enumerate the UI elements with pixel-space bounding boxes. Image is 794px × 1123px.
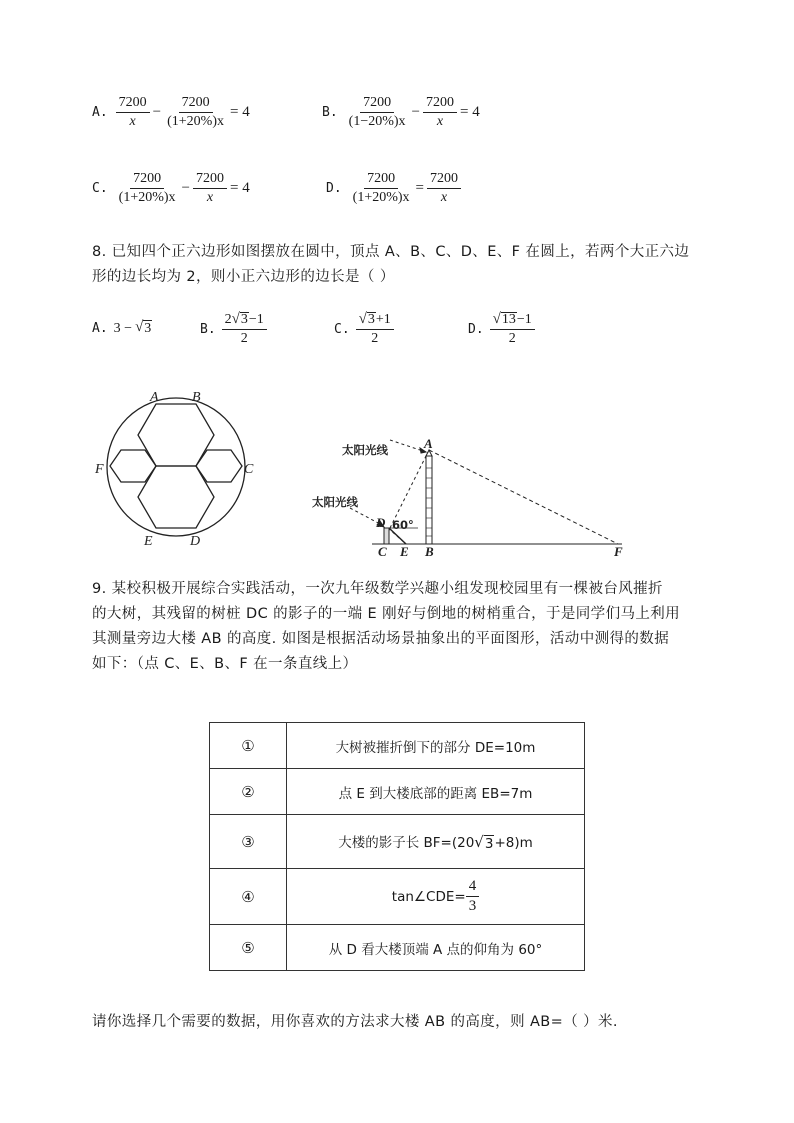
q7-option-a: A. $\frac{7200}{x}$ − $\frac{7200}{(1+20\%)x}$ = 4 xyxy=(92,95,250,129)
table-row: ② 点 E 到大楼底部的距离 EB=7m xyxy=(210,769,585,815)
measurement-table xyxy=(209,722,585,971)
fraction: $\frac{7200}{x}$ xyxy=(116,96,150,129)
label-b: B xyxy=(192,390,201,405)
q9-final-line: 请你选择几个需要的数据，用你喜欢的方法求大楼 AB 的高度，则 AB=（ ）米. xyxy=(92,1014,618,1030)
sqrt: √ 3 xyxy=(135,319,152,336)
q8-option-b: B. 2 √ 3 −1 2 xyxy=(200,312,267,346)
label-e: E xyxy=(400,544,409,559)
label-d: D xyxy=(376,515,386,530)
q7-option-b: B. $\frac{7200}{(1-20\%)x}$ − $\frac{7200}{x}$ = 4 xyxy=(322,95,480,129)
q9-line-1: 9. 某校积极开展综合实践活动，一次九年级数学兴趣小组发现校园里有一棵被台风摧折 xyxy=(92,581,663,597)
table-row: ④ tan∠CDE= $\frac{4}{3}$ xyxy=(210,869,585,925)
label-a: A xyxy=(424,436,433,451)
q8-option-d: D. √ 13 −1 2 xyxy=(468,312,535,346)
angle-label: 60° xyxy=(392,518,414,532)
table-row: ⑤ 从 D 看大楼顶端 A 点的仰角为 60° xyxy=(210,925,585,971)
table-row: ① 大树被摧折倒下的部分 DE=10m xyxy=(210,723,585,769)
sun-ray-label-1: 太阳光线 xyxy=(342,443,388,457)
q9-line-4: 如下：（点 C、E、B、F 在一条直线上） xyxy=(92,656,358,672)
option-label: A. xyxy=(92,105,108,121)
q8-option-a: A. 3 − √ 3 xyxy=(92,319,152,336)
q7-option-d: D. $\frac{7200}{(1+20\%)x}$ = $\frac{7200}{x}$ xyxy=(326,172,467,205)
q8-option-c: C. √ 3 +1 2 xyxy=(334,312,394,346)
label-b: B xyxy=(425,544,434,559)
label-e: E xyxy=(144,534,153,549)
label-a: A xyxy=(150,390,159,405)
line-d-to-a xyxy=(390,452,428,528)
sun-ray-label-2: 太阳光线 xyxy=(312,495,358,509)
tree-stump xyxy=(384,528,389,544)
sun-ray-top xyxy=(429,450,618,544)
label-c: C xyxy=(378,544,387,559)
hexagon-circle-figure xyxy=(92,385,262,550)
building-shadow-figure xyxy=(310,430,640,560)
label-f: F xyxy=(95,462,104,477)
label-c: C xyxy=(244,462,254,477)
building xyxy=(426,456,432,544)
fraction: $\frac{7200}{(1+20\%)x}$ xyxy=(167,95,225,129)
outer-circle xyxy=(107,398,245,536)
q8-line-1: 8. 已知四个正六边形如图摆放在圆中，顶点 A、B、C、D、E、F 在圆上，若两个大正六边 xyxy=(92,244,690,260)
q7-option-c: C. $\frac{7200}{(1+20\%)x}$ − $\frac{7200}{x}$ = 4 xyxy=(92,171,250,205)
table-row: ③ 大楼的影子长 BF=(20 √ 3 +8)m xyxy=(210,815,585,869)
label-f: F xyxy=(614,544,623,559)
q9-line-2: 的大树，其残留的树桩 DC 的影子的一端 E 刚好与倒地的树梢重合，于是同学们马上利用 xyxy=(92,606,681,622)
label-d: D xyxy=(190,534,201,549)
q9-line-3: 其测量旁边大楼 AB 的高度. 如图是根据活动场景抽象出的平面图形，活动中测得的数据 xyxy=(92,631,670,647)
q8-line-2: 形的边长均为 2，则小正六边形的边长是（ ） xyxy=(92,269,395,285)
